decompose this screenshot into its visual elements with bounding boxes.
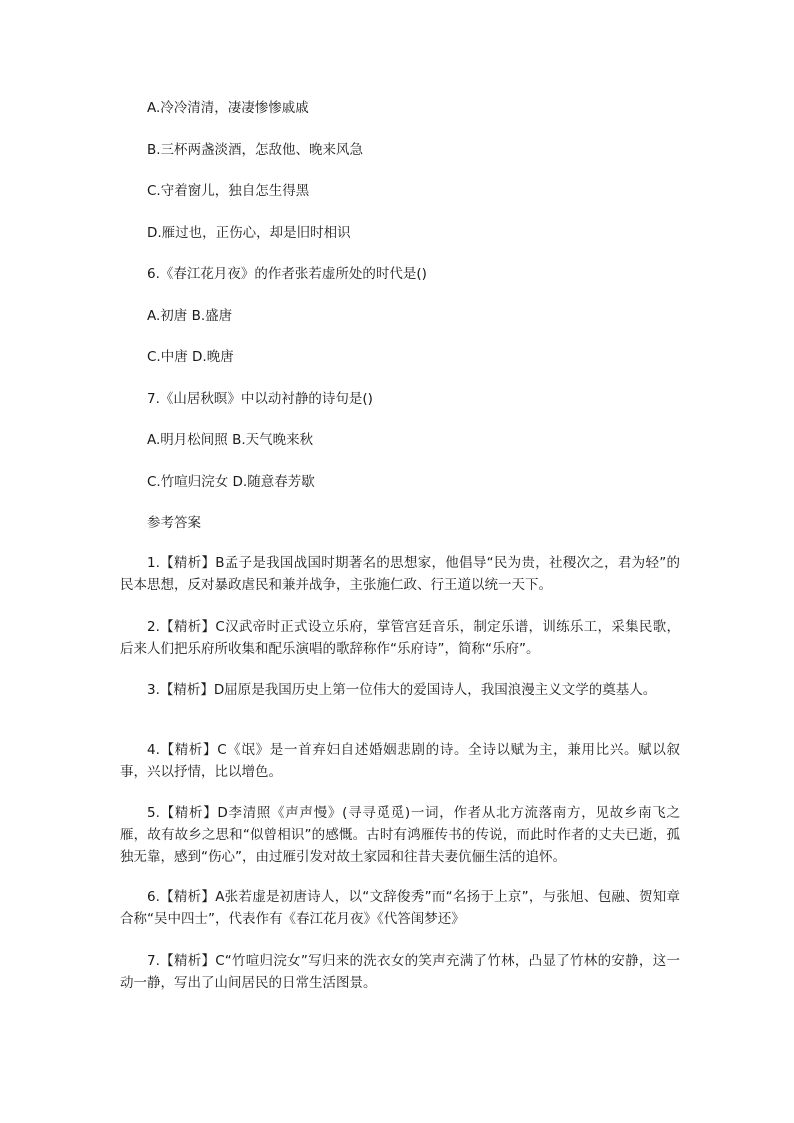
answer-prefix: 5.【精析】 [147,805,218,821]
answers-heading: 参考答案 [147,515,201,531]
answer-item-1 [120,552,680,596]
answer-text: B孟子是我国战国时期著名的思想家，他倡导“民为贵，社稷次之，君为轻”的民本思想，反对暴政虐民和兼并战争，主张施仁政、行王道以统一天下。 [120,555,680,593]
answer-text: C汉武帝时正式设立乐府，掌管宫廷音乐，制定乐谱，训练乐工，采集民歌，后来人们把乐府所收集和配乐演唱的歌辞称作“乐府诗”，简称“乐府”。 [120,619,680,657]
answer-prefix: 1.【精析】 [147,555,216,571]
q6-options-ab: A.初唐 B.盛唐 [147,308,233,324]
answer-text: D李清照《声声慢》(寻寻觅觅)一词，作者从北方流落南方，见故乡南飞之雁，故有故乡之思和“似曾相识”的感慨。古时有鸿雁传书的传说，而此时作者的丈夫已逝，孤独无靠，感到“伤心”，由过雁引发对故土家园和往昔夫妻伉俪生活的追怀。 [120,805,680,865]
q7-options-ab: A.明月松间照 B.天气晚来秋 [147,432,314,448]
q6-options-cd: C.中唐 D.晚唐 [147,349,234,365]
answer-text: C“竹喧归浣女”写归来的洗衣女的笑声充满了竹林，凸显了竹林的安静，这一动一静，写出了山间居民的日常生活图景。 [120,953,680,991]
answer-text: D屈原是我国历史上第一位伟大的爱国诗人，我国浪漫主义文学的奠基人。 [213,682,657,698]
answer-prefix: 2.【精析】 [147,619,216,635]
answer-item-4 [120,739,680,783]
answer-item-6 [120,886,680,930]
answer-item-7 [120,950,680,994]
answer-prefix: 3.【精析】 [147,682,214,698]
q7-stem: 7.《山居秋暝》中以动衬静的诗句是() [147,391,373,407]
q6-stem: 6.《春江花月夜》的作者张若虚所处的时代是() [147,266,427,282]
answer-prefix: 6.【精析】 [147,889,216,905]
answer-text: A张若虚是初唐诗人，以“文辞俊秀”而“名扬于上京”，与张旭、包融、贺知章合称“吴中四士”，代表作有《春江花月夜》《代答闺梦还》 [120,889,680,927]
q5-option-c: C.守着窗儿，独自怎生得黑 [147,183,310,199]
answer-item-2 [120,616,680,660]
q5-option-b: B.三杯两盏淡酒，怎敌他、晚来风急 [147,142,364,158]
q5-option-d: D.雁过也，正伤心，却是旧时相识 [147,225,351,241]
q7-options-cd: C.竹喧归浣女 D.随意春芳歇 [147,474,315,490]
answer-item-5 [120,802,680,868]
answer-text: C《氓》是一首弃妇自述婚姻悲剧的诗。全诗以赋为主，兼用比兴。赋以叙事，兴以抒情，比以增色。 [120,742,680,780]
answer-prefix: 7.【精析】 [147,953,216,969]
answer-prefix: 4.【精析】 [147,742,218,758]
q5-option-a: A.冷冷清清，凄凄惨惨戚戚 [147,100,309,116]
answer-item-3 [120,679,680,701]
